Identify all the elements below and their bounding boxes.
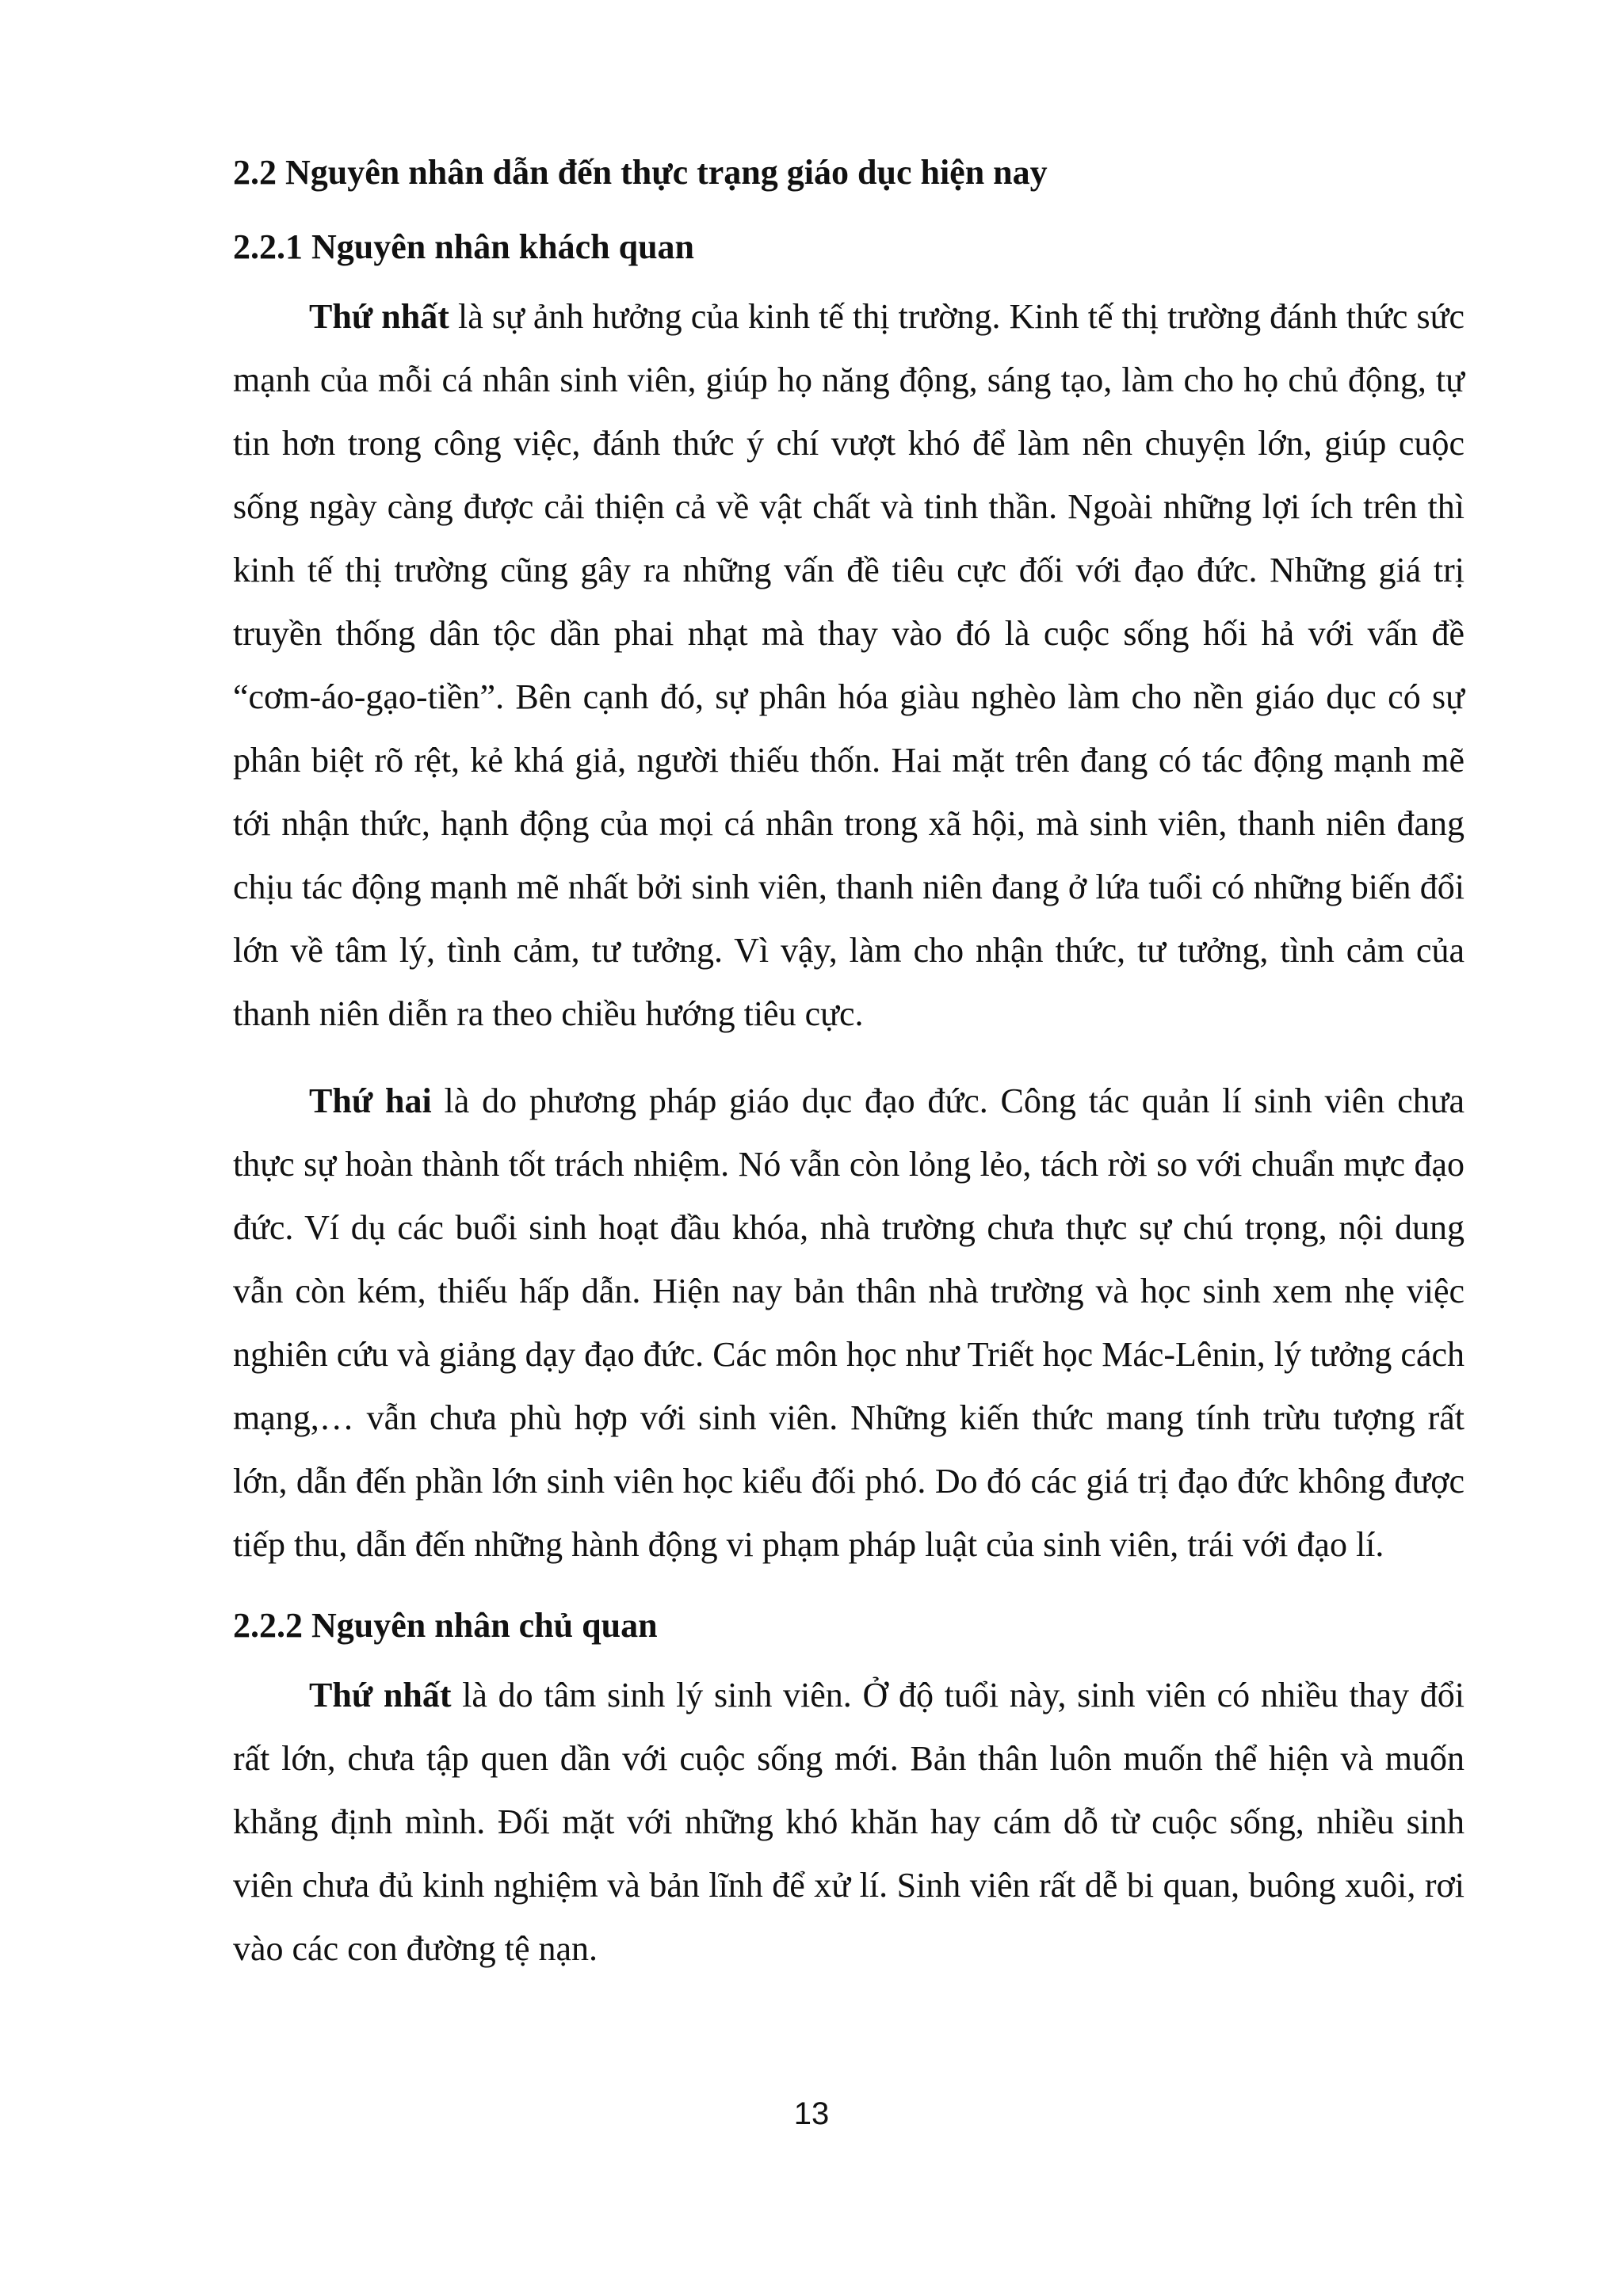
paragraph-objective-first	[233, 285, 1465, 1046]
subsection-heading-objective-causes: 2.2.1 Nguyên nhân khách quan	[233, 227, 695, 266]
page-number: 13	[793, 2096, 830, 2131]
page-content	[233, 147, 1465, 1981]
paragraph-lead: Thứ nhất	[309, 297, 449, 336]
paragraph-lead: Thứ hai	[309, 1081, 432, 1120]
paragraph-text: là do tâm sinh lý sinh viên. Ở độ tuổi này, sinh viên có nhiều thay đổi rất lớn, chưa tập quen dần với cuộc sống mới. Bản thân luôn muốn thể hiện và muốn khẳng định mình. Đối mặt với những khó khăn hay cám dỗ từ cuộc sống, nhiều sinh viên chưa đủ kinh nghiệm và bản lĩnh để xử lí. Sinh viên rất dễ bi quan, buông xuôi, rơi vào các con đường tệ nạn.	[233, 1676, 1465, 1968]
subsection-heading-subjective-causes: 2.2.2 Nguyên nhân chủ quan	[233, 1606, 658, 1645]
paragraph-text: là do phương pháp giáo dục đạo đức. Công tác quản lí sinh viên chưa thực sự hoàn thành tốt trách nhiệm. Nó vẫn còn lỏng lẻo, tách rời so với chuẩn mực đạo đức. Ví dụ các buổi sinh hoạt đầu khóa, nhà trường chưa thực sự chú trọng, nội dung vẫn còn kém, thiếu hấp dẫn. Hiện nay bản thân nhà trường và học sinh xem nhẹ việc nghiên cứu và giảng dạy đạo đức. Các môn học như Triết học Mác-Lênin, lý tưởng cách mạng,… vẫn chưa phù hợp với sinh viên. Những kiến thức mang tính trừu tượng rất lớn, dẫn đến phần lớn sinh viên học kiểu đối phó. Do đó các giá trị đạo đức không được tiếp thu, dẫn đến những hành động vi phạm pháp luật của sinh viên, trái với đạo lí.	[233, 1081, 1465, 1564]
paragraph-text: là sự ảnh hưởng của kinh tế thị trường. Kinh tế thị trường đánh thức sức mạnh của mỗi cá nhân sinh viên, giúp họ năng động, sáng tạo, làm cho họ chủ động, tự tin hơn trong công việc, đánh thức ý chí vượt khó để làm nên chuyện lớn, giúp cuộc sống ngày càng được cải thiện cả về vật chất và tinh thần. Ngoài những lợi ích trên thì kinh tế thị trường cũng gây ra những vấn đề tiêu cực đối với đạo đức. Những giá trị truyền thống dân tộc dần phai nhạt mà thay vào đó là cuộc sống hối hả với vấn đề “cơm-áo-gạo-tiền”. Bên cạnh đó, sự phân hóa giàu nghèo làm cho nền giáo dục có sự phân biệt rõ rệt, kẻ khá giả, người thiếu thốn. Hai mặt trên đang có tác động mạnh mẽ tới nhận thức, hạnh động của mọi cá nhân trong xã hội, mà sinh viên, thanh niên đang chịu tác động mạnh mẽ nhất bởi sinh viên, thanh niên đang ở lứa tuổi có những biến đổi lớn về tâm lý, tình cảm, tư tưởng. Vì vậy, làm cho nhận thức, tư tưởng, tình cảm của thanh niên diễn ra theo chiều hướng tiêu cực.	[233, 297, 1465, 1033]
paragraph-lead: Thứ nhất	[309, 1676, 452, 1714]
paragraph-objective-second	[233, 1070, 1465, 1577]
paragraph-subjective-first	[233, 1664, 1465, 1981]
section-heading: 2.2 Nguyên nhân dẫn đến thực trạng giáo dục hiện nay	[233, 153, 1048, 192]
